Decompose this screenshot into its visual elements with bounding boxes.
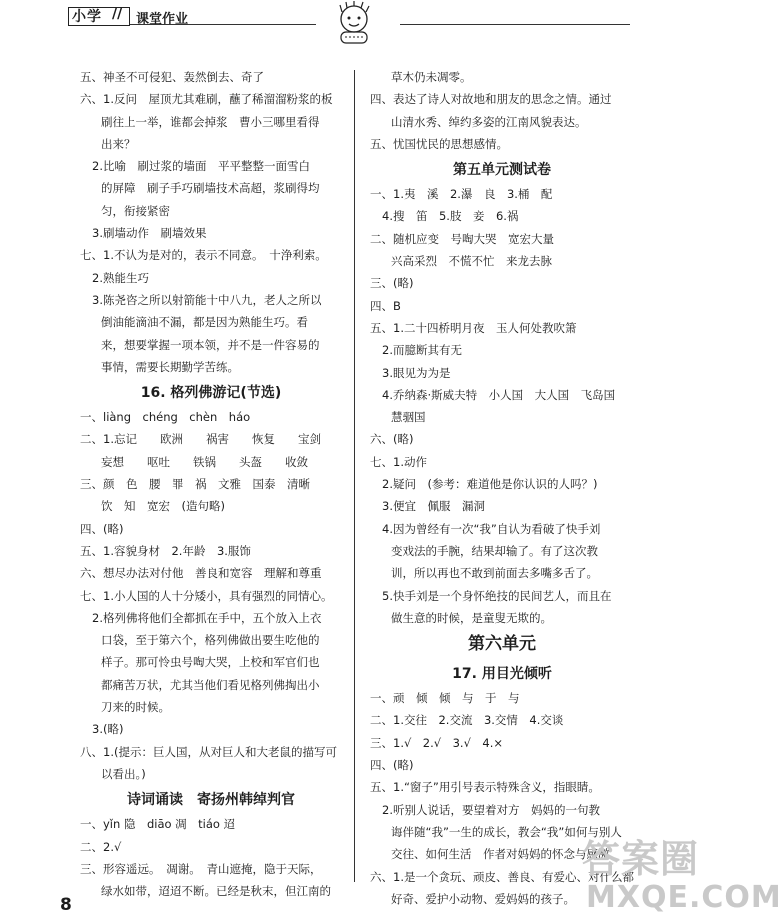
- watermark-text: 答案圈: [582, 837, 700, 881]
- right-answer-column: [370, 66, 634, 910]
- answer-line: 3.陈尧咨之所以射箭能十中八九，老人之所以: [92, 292, 322, 307]
- answer-line: 四、(略): [80, 521, 124, 536]
- answer-line: 刷往上一举，谁都会掉浆 曹小三哪里看得: [101, 114, 320, 129]
- answer-line: 样子。那可怜虫号啕大哭，上校和军官们也: [101, 655, 320, 670]
- answer-line: 三、形容遥远。 凋谢。 青山遮掩，隐于天际，: [80, 861, 322, 876]
- answer-line: 做生意的时候，是童叟无欺的。: [391, 610, 552, 625]
- answer-line: 以看出。): [101, 766, 146, 781]
- answer-line: 七、1.动作: [370, 454, 427, 469]
- answer-line: 五、神圣不可侵犯、轰然倒去、奇了: [80, 70, 264, 84]
- answer-line: 七、1.不认为是对的，表示不同意。 十浄利索。: [80, 248, 327, 263]
- answer-line: 2.疑问 (参考：难道他是你认识的人吗？): [382, 477, 598, 492]
- answer-line: 一、1.夷 溪 2.瀑 良 3.桶 配: [370, 187, 553, 202]
- left-answer-column: [80, 66, 342, 902]
- answer-line: 2.熟能生巧: [92, 270, 149, 285]
- header-grade: 小学: [72, 9, 102, 25]
- answer-line: 一、顽 倾 倾 与 于 与: [370, 691, 520, 706]
- answer-line: 慧骃国: [391, 410, 426, 425]
- answer-line: 2.格列佛将他们全都抓在手中，五个放入上衣: [92, 610, 322, 625]
- answer-line: 2.比喻 刷过浆的墙面 平平整整一面雪白: [92, 159, 310, 174]
- answer-line: 好奇、爱护小动物、爱妈妈的孩子。: [391, 891, 575, 906]
- answer-line: 交往、如何生活 作者对妈妈的怀念与感激: [391, 847, 610, 862]
- answer-line: 2.听别人说话，要望着对方 妈妈的一句教: [382, 802, 600, 817]
- section-title: 17. 用目光倾听: [452, 666, 552, 683]
- mascot-icon: [330, 0, 378, 48]
- section-title: 第六单元: [468, 634, 536, 655]
- answer-line: 变戏法的手腕，结果却输了。有了这次教: [391, 543, 598, 558]
- answer-line: 来，想要掌握一项本领，并不是一件容易的: [101, 337, 320, 352]
- answer-line: 六、1.是一个贪玩、顽皮、善良、有爱心、对什么都: [370, 869, 634, 884]
- answer-line: 二、1.忘记 欧洲 祸害 恢复 宝剑: [80, 432, 321, 447]
- answer-line: 3.(略): [92, 722, 124, 737]
- answer-line: 四、(略): [370, 758, 414, 773]
- answer-line: 三、颜 色 腰 罪 祸 文雅 国泰 清晰: [80, 477, 310, 492]
- answer-line: 三、1.√ 2.√ 3.√ 4.×: [370, 735, 504, 750]
- section-title: 诗词诵读 寄扬州韩绰判官: [127, 792, 295, 809]
- column-divider: [354, 70, 355, 882]
- answer-line: 二、随机应变 号啕大哭 宽宏大量: [370, 231, 554, 246]
- answer-line: 六、想尽办法对付他 善良和宽容 理解和尊重: [80, 566, 322, 581]
- answer-line: 妄想 呕吐 铁锅 头盔 收敛: [101, 454, 308, 469]
- answer-line: 4.乔纳森·斯威夫特 小人国 大人国 飞岛国: [382, 387, 616, 402]
- page-number: 8: [60, 895, 72, 915]
- answer-line: 饮 知 宽宏 (造句略): [101, 499, 225, 514]
- answer-line: 二、2.√: [80, 839, 122, 854]
- answer-line: 六、(略): [370, 432, 414, 447]
- answer-line: 4.因为曾经有一次“我”自认为看破了快手刘: [382, 521, 601, 536]
- answer-line: 八、1.(提示：巨人国，从对巨人和大老鼠的描写可: [80, 744, 337, 759]
- header-rule-right: [400, 24, 630, 25]
- answer-line: 七、1.小人国的人十分矮小，具有强烈的同情心。: [80, 588, 333, 603]
- answer-line: 山清水秀、绰约多姿的江南风貌表达。: [391, 114, 587, 129]
- answer-line: 倒油能滴油不漏，都是因为熟能生巧。看: [101, 315, 308, 330]
- header-book-title: 课堂作业: [136, 12, 189, 27]
- answer-line: 绿水如带，迢迢不断。已经是秋末，但江南的: [101, 884, 331, 899]
- answer-line: 训，所以再也不敢到前面去多嘴多舌了。: [391, 566, 598, 581]
- answer-line: 刀来的时候。: [101, 700, 170, 715]
- watermark-url: MXQE.COM: [586, 880, 782, 915]
- answer-line: 三、(略): [370, 276, 414, 291]
- answer-line: 五、1.“窗子”用引号表示特殊含义，指眼睛。: [370, 780, 600, 795]
- answer-line: 草木仍未凋零。: [391, 70, 472, 84]
- answer-line: 口袋，至于第六个，格列佛做出要生吃他的: [101, 633, 320, 648]
- answer-line: 五、1.容貌身材 2.年龄 3.服饰: [80, 543, 251, 558]
- answer-line: 五、忧国忧民的思想感情。: [370, 136, 508, 151]
- answer-line: 事情，需要长期勤学苦练。: [101, 359, 239, 374]
- answer-line: 六、1.反问 屋顶尤其难刷，蘸了稀溜溜粉浆的板: [80, 92, 333, 107]
- header-slash-decoration: //: [112, 6, 123, 22]
- answer-line: 3.刷墙动作 刷墙效果: [92, 226, 207, 241]
- answer-line: 四、B: [370, 298, 401, 313]
- answer-line: 二、1.交往 2.交流 3.交情 4.交谈: [370, 713, 564, 728]
- answer-line: 匀，衔接紧密: [101, 203, 170, 218]
- answer-line: 一、liàng chéng chèn háo: [80, 410, 251, 425]
- section-title: 第五单元测试卷: [453, 162, 551, 179]
- section-title: 16. 格列佛游记(节选): [140, 385, 282, 402]
- answer-line: 一、yǐn 隐 diāo 凋 tiáo 迢: [80, 817, 236, 832]
- answer-line: 四、表达了诗人对故地和朋友的思念之情。通过: [370, 92, 612, 107]
- answer-line: 2.而臆断其有无: [382, 343, 462, 358]
- answer-line: 5.快手刘是一个身怀绝技的民间艺人，而且在: [382, 588, 612, 603]
- answer-line: 诲伴随“我”一生的成长，教会“我”如何与别人: [391, 824, 622, 839]
- header-rule-left: [130, 24, 316, 25]
- answer-line: 3.便宜 佩服 漏洞: [382, 499, 485, 514]
- answer-line: 3.眼见为为是: [382, 365, 451, 380]
- answer-line: 兴高采烈 不慌不忙 来龙去脉: [391, 254, 552, 269]
- answer-line: 4.搜 笛 5.肢 妾 6.祸: [382, 209, 519, 224]
- answer-line: 的屏障 刷子手巧刷墙技术高超，浆刷得均: [101, 181, 320, 196]
- answer-line: 出来？: [101, 136, 136, 151]
- answer-line: 五、1.二十四桥明月夜 玉人何处教吹箫: [370, 320, 577, 335]
- answer-line: 都痛苦万状，尤其当他们看见格列佛掏出小: [101, 677, 320, 692]
